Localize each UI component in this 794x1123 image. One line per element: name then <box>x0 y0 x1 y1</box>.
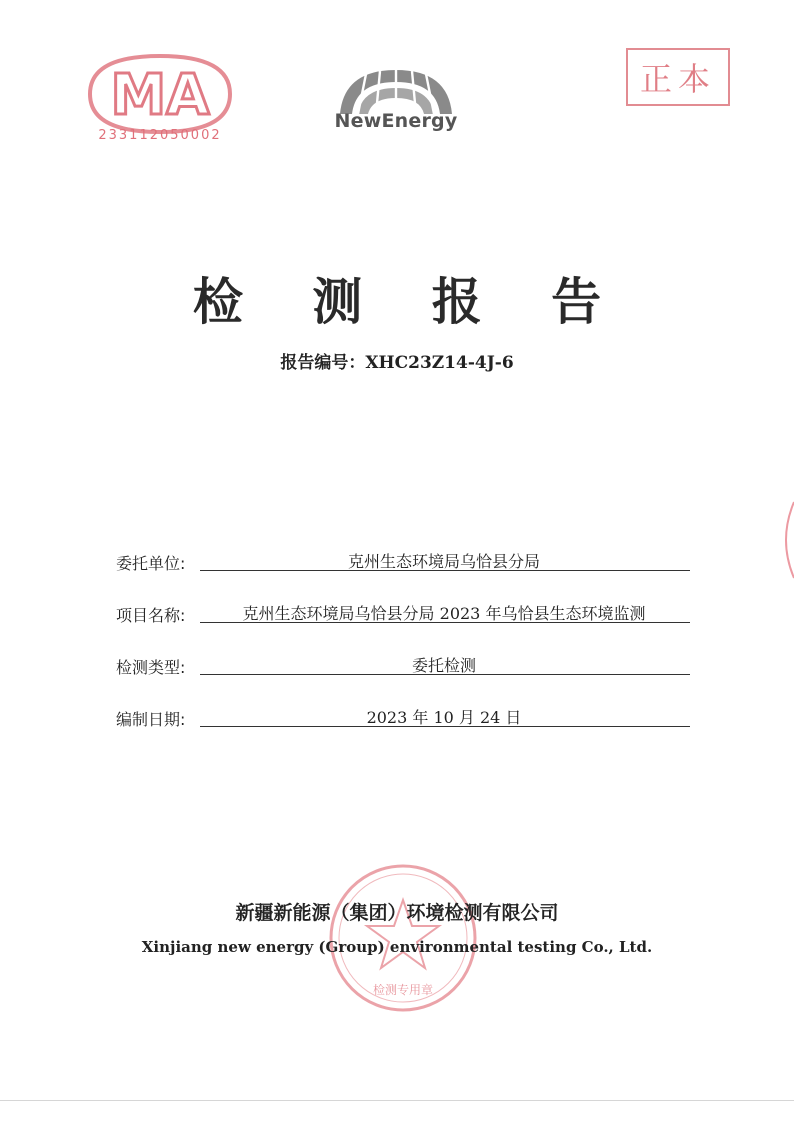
field-underline <box>200 674 690 675</box>
seal-text: 检测专用章 <box>372 983 434 997</box>
field-underline <box>200 570 690 571</box>
company-name-cn: 新疆新能源（集团）环境检测有限公司 <box>235 902 559 924</box>
cma-number: 233112050002 <box>98 128 222 143</box>
logo-text: NewEnergy <box>334 110 458 132</box>
field-label-test-type: 检测类型: <box>116 658 186 677</box>
field-value-test-type: 委托检测 <box>411 656 476 675</box>
field-label-project: 项目名称: <box>116 606 186 625</box>
new-energy-logo-icon <box>336 64 456 116</box>
edge-seal-fragment <box>776 500 794 580</box>
field-value-date: 2023 年 10 月 24 日 <box>366 708 522 727</box>
original-copy-stamp: 正本 <box>626 48 730 106</box>
cma-letters: MA <box>110 63 210 128</box>
field-value-project: 克州生态环境局乌恰县分局 2023 年乌恰县生态环境监测 <box>242 604 646 623</box>
page-bottom-edge <box>0 1100 794 1101</box>
company-name-en: Xinjiang new energy (Group) environmental testing Co., Ltd. <box>141 938 653 956</box>
field-underline <box>200 622 690 623</box>
report-number: 报告编号：XHC23Z14-4J-6 <box>280 353 514 373</box>
field-value-client: 克州生态环境局乌恰县分局 <box>347 552 540 571</box>
report-title: 检 测 报 告 <box>192 273 628 331</box>
field-label-client: 委托单位: <box>116 554 186 573</box>
field-label-date: 编制日期: <box>116 710 186 729</box>
field-underline <box>200 726 690 727</box>
